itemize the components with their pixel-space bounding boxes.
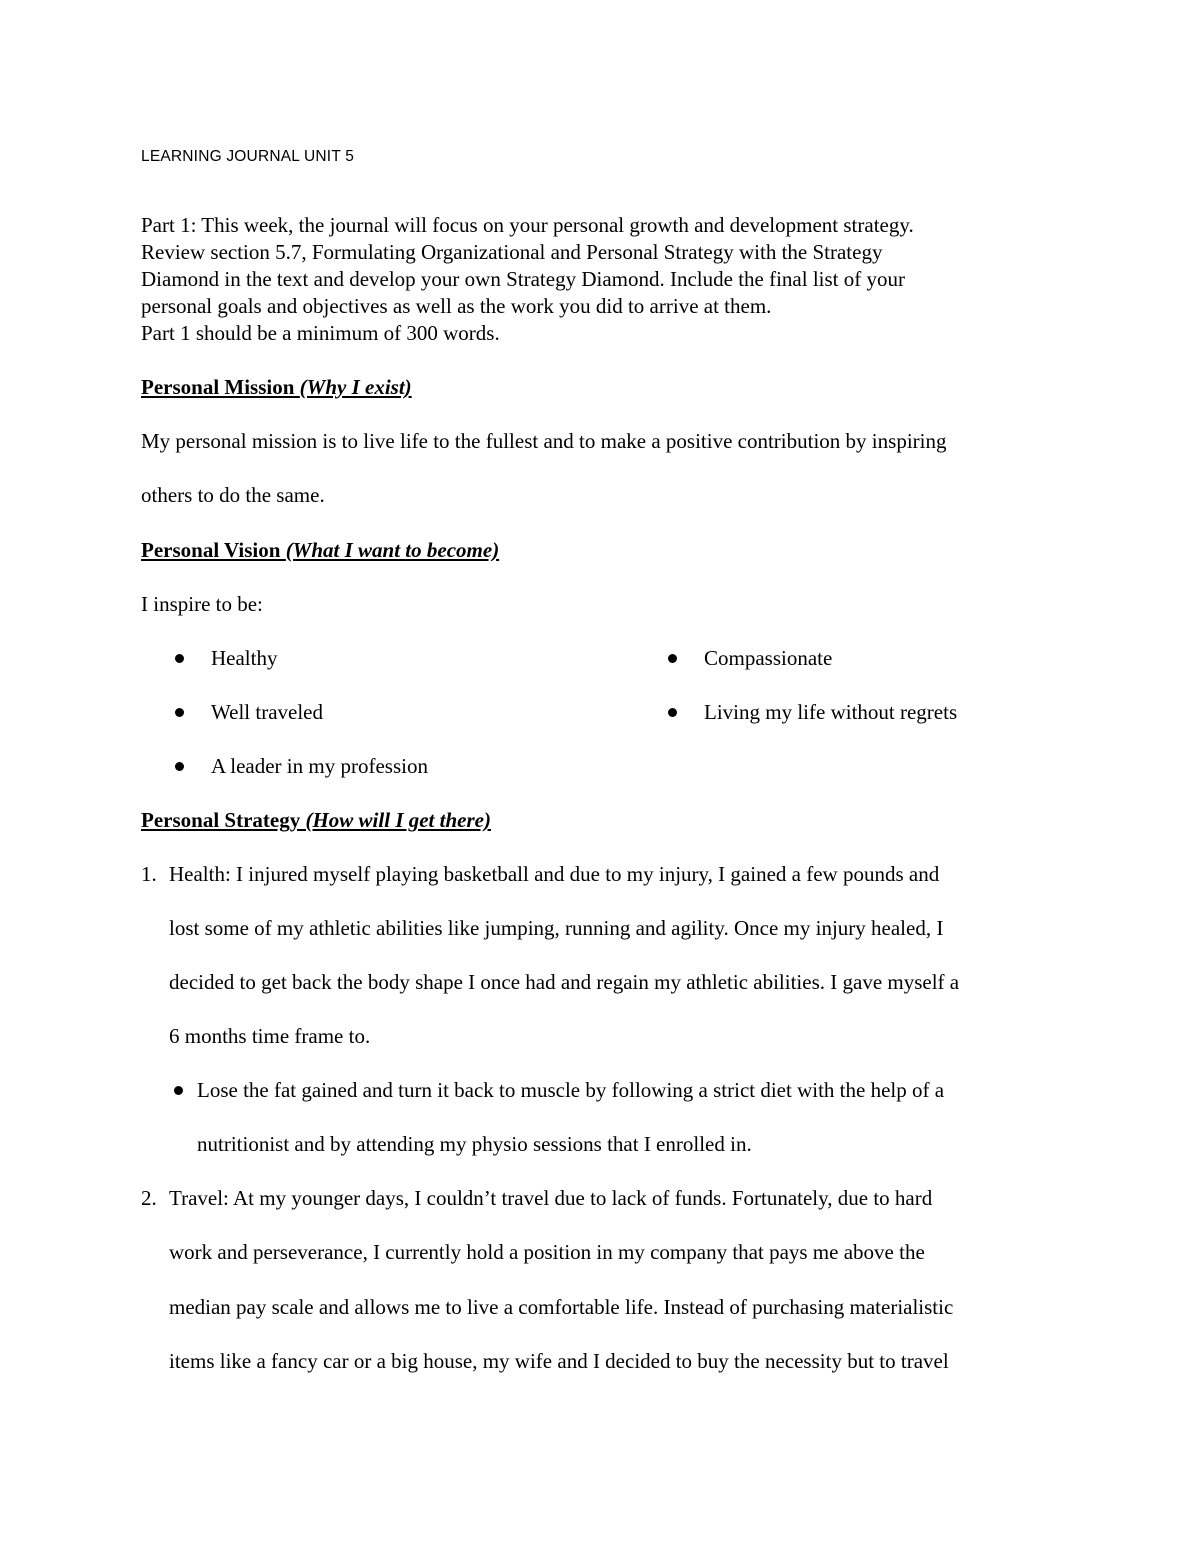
- strategy-item-line: items like a fancy car or a big house, my wife and I decided to buy the necessity but to travel: [169, 1349, 949, 1373]
- prompt-line: Part 1: This week, the journal will focus on your personal growth and development strategy.: [141, 213, 914, 237]
- strategy-item-line: decided to get back the body shape I once had and regain my athletic abilities. I gave myself a: [169, 970, 960, 994]
- strategy-heading-label: Personal Strategy: [141, 808, 306, 832]
- strategy-heading: [141, 807, 491, 834]
- strategy-sub-bullet-line: nutritionist and by attending my physio sessions that I enrolled in.: [197, 1132, 752, 1156]
- strategy-item-line: work and perseverance, I currently hold a position in my company that pays me above the: [169, 1240, 925, 1264]
- mission-text-line: My personal mission is to live life to the fullest and to make a positive contribution by inspiring: [141, 429, 947, 453]
- document-title: LEARNING JOURNAL UNIT 5: [141, 148, 355, 165]
- strategy-item-number: 1.: [141, 862, 157, 886]
- vision-bullet-text: Well traveled: [211, 700, 324, 724]
- assignment-prompt: [141, 212, 1061, 347]
- prompt-line: personal goals and objectives as well as the work you did to arrive at them.: [141, 294, 772, 318]
- bullet-icon: [668, 654, 677, 663]
- vision-heading-sub: (What I want to become): [285, 538, 500, 562]
- bullet-icon: [175, 762, 184, 771]
- strategy-item-line: Travel: At my younger days, I couldn’t travel due to lack of funds. Fortunately, due to hard: [169, 1186, 933, 1210]
- vision-bullet-text: Living my life without regrets: [704, 700, 958, 724]
- strategy-item-line: lost some of my athletic abilities like jumping, running and agility. Once my injury healed, I: [169, 916, 944, 940]
- bullet-icon: [174, 1086, 183, 1095]
- vision-bullet-text: Compassionate: [704, 646, 833, 670]
- prompt-line: Review section 5.7, Formulating Organizational and Personal Strategy with the Strategy: [141, 240, 883, 264]
- strategy-item-line: median pay scale and allows me to live a comfortable life. Instead of purchasing materialistic: [169, 1295, 954, 1319]
- bullet-icon: [175, 654, 184, 663]
- mission-heading: [141, 374, 412, 401]
- mission-heading-label: Personal Mission: [141, 375, 300, 399]
- strategy-item-line: Health: I injured myself playing basketball and due to my injury, I gained a few pounds and: [169, 862, 940, 886]
- mission-text-line: others to do the same.: [141, 483, 325, 507]
- vision-heading-label: Personal Vision: [141, 538, 286, 562]
- strategy-sub-bullet-text: Lose the fat gained and turn it back to muscle by following a strict diet with the help of a: [197, 1078, 945, 1102]
- strategy-item-line: 6 months time frame to.: [169, 1024, 371, 1048]
- bullet-icon: [175, 708, 184, 717]
- strategy-heading-sub: (How will I get there): [305, 808, 491, 832]
- vision-heading: [141, 537, 499, 564]
- mission-heading-sub: (Why I exist): [299, 375, 412, 399]
- strategy-item-number: 2.: [141, 1186, 157, 1210]
- bullet-icon: [668, 708, 677, 717]
- prompt-line: Part 1 should be a minimum of 300 words.: [141, 321, 500, 345]
- vision-lead: I inspire to be:: [141, 592, 263, 616]
- prompt-line: Diamond in the text and develop your own Strategy Diamond. Include the final list of your: [141, 267, 905, 291]
- vision-bullet-text: Healthy: [211, 646, 278, 670]
- vision-bullet-text: A leader in my profession: [211, 754, 428, 778]
